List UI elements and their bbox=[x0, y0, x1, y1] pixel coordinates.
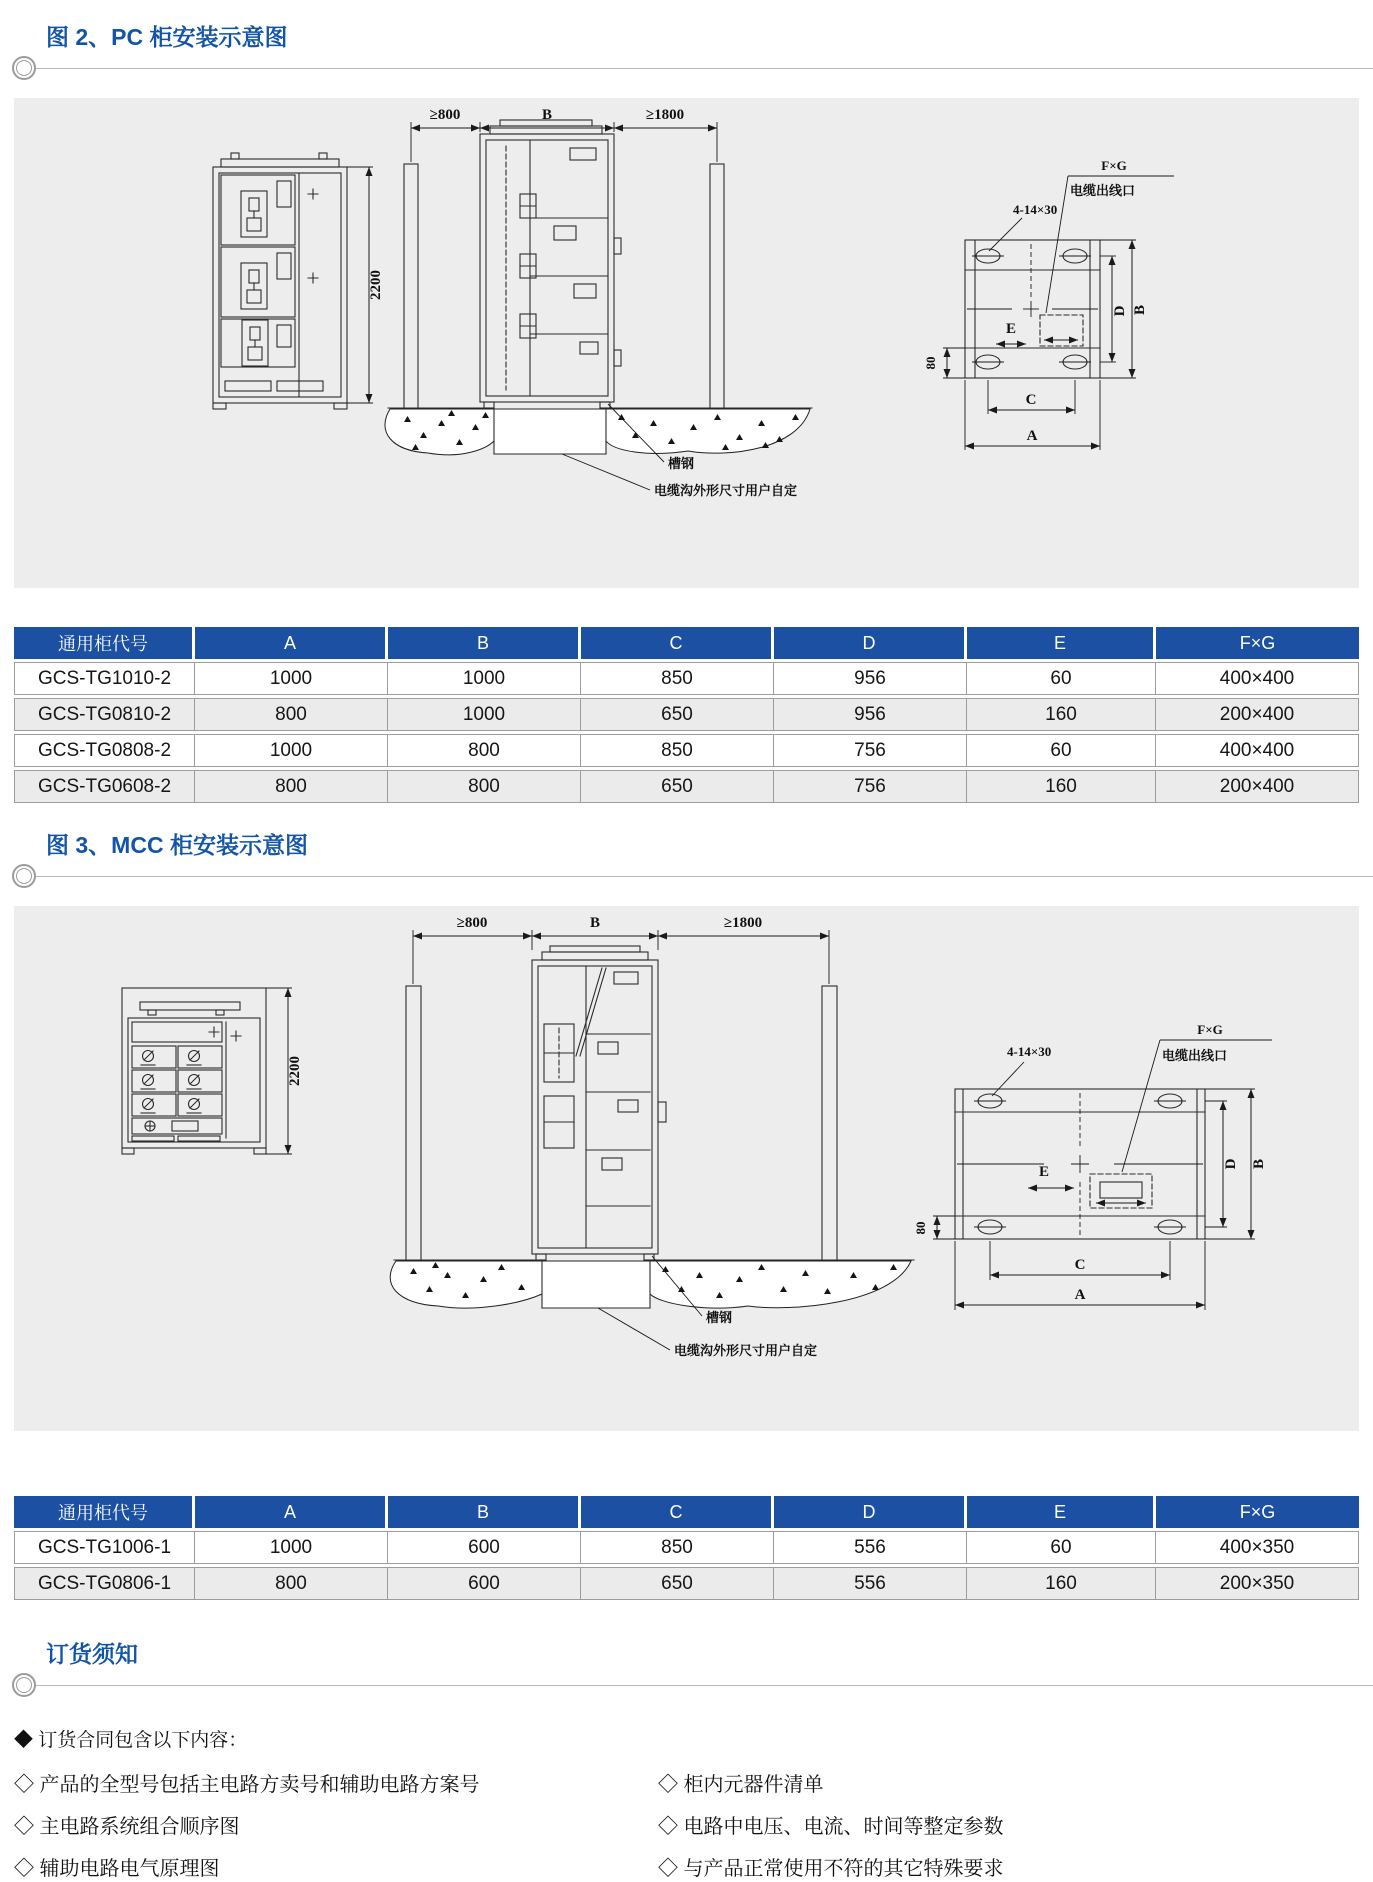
col-header-code: 通用柜代号 bbox=[14, 1496, 195, 1528]
table-cell: 160 bbox=[967, 770, 1156, 803]
table-cell: 800 bbox=[195, 698, 388, 731]
list-item: ◇ 电路中电压、电流、时间等整定参数 bbox=[658, 1816, 1004, 1838]
dim-b-label: B bbox=[1132, 304, 1148, 316]
table-cell: 60 bbox=[967, 1531, 1156, 1564]
fig3-title-rule bbox=[0, 864, 1373, 886]
cabinet-code-cell: GCS-TG0808-2 bbox=[14, 734, 195, 767]
section-ordering bbox=[0, 1639, 1373, 1695]
cable-outlet-label: 电缆出线口 bbox=[1070, 183, 1136, 198]
cabinet-code-cell: GCS-TG0810-2 bbox=[14, 698, 195, 731]
table-cell: 650 bbox=[581, 770, 774, 803]
channel-steel-label: 槽钢 bbox=[706, 1310, 733, 1325]
table-row bbox=[14, 770, 1359, 803]
fig3-drawing-panel bbox=[14, 906, 1359, 1431]
trench-note-label: 电缆沟外形尺寸用户自定 bbox=[654, 483, 798, 498]
cabinet-code-cell: GCS-TG1006-1 bbox=[14, 1531, 195, 1564]
table-cell: 650 bbox=[581, 1567, 774, 1600]
clearance-right-label: ≥1800 bbox=[645, 107, 685, 123]
table-cell: 200×400 bbox=[1156, 770, 1359, 803]
ordering-items-grid bbox=[14, 1772, 1359, 1882]
mcc-cabinet-installation-drawing bbox=[14, 906, 1359, 1431]
ordering-content bbox=[14, 1725, 1359, 1882]
table-row bbox=[14, 1567, 1359, 1600]
table-header-row bbox=[14, 1496, 1359, 1528]
ring-decoration-icon bbox=[12, 864, 36, 888]
dim-2200-label: 2200 bbox=[287, 1056, 303, 1086]
mcc-base-plan-view bbox=[913, 1022, 1272, 1310]
dim-c-label: C bbox=[1074, 1257, 1086, 1273]
section-fig2 bbox=[0, 0, 1373, 78]
wall-hatch-left bbox=[406, 986, 421, 1268]
dim-e-label: E bbox=[1005, 321, 1017, 337]
table-header-row bbox=[14, 627, 1359, 659]
fig3-title: 图 3、MCC 柜安装示意图 bbox=[46, 832, 308, 858]
table-row bbox=[14, 662, 1359, 695]
mcc-dimension-table bbox=[14, 1493, 1359, 1603]
cabinet-code-cell: GCS-TG0806-1 bbox=[14, 1567, 195, 1600]
mounting-slots-label: 4-14×30 bbox=[1013, 202, 1058, 217]
table-cell: 800 bbox=[195, 1567, 388, 1600]
col-header-code: 通用柜代号 bbox=[14, 627, 195, 659]
table-cell: 400×400 bbox=[1156, 734, 1359, 767]
pc-dimension-table bbox=[14, 624, 1359, 806]
clearance-left-label: ≥800 bbox=[456, 915, 488, 931]
section-fig3 bbox=[0, 830, 1373, 886]
table-cell: 556 bbox=[774, 1531, 967, 1564]
col-header-c: C bbox=[581, 1496, 774, 1528]
mcc-front-view bbox=[122, 988, 303, 1154]
col-header-b: B bbox=[388, 1496, 581, 1528]
fig2-drawing-panel bbox=[14, 98, 1359, 588]
dim-d-label: D bbox=[1112, 305, 1128, 317]
width-b-label: B bbox=[541, 107, 553, 123]
col-header-d: D bbox=[774, 627, 967, 659]
wall-hatch-right bbox=[822, 986, 837, 1268]
table-cell: 160 bbox=[967, 698, 1156, 731]
table-cell: 800 bbox=[388, 734, 581, 767]
wall-hatch-right bbox=[710, 164, 724, 432]
dim-c-label: C bbox=[1025, 392, 1037, 408]
col-header-fxg: F×G bbox=[1156, 1496, 1359, 1528]
list-item: ◇ 柜内元器件清单 bbox=[658, 1774, 824, 1796]
ring-decoration-icon bbox=[12, 1673, 36, 1697]
pc-side-view bbox=[385, 107, 812, 498]
table-cell: 1000 bbox=[195, 662, 388, 695]
wall-hatch-left bbox=[404, 164, 418, 432]
table-cell: 800 bbox=[195, 770, 388, 803]
table-cell: 1000 bbox=[388, 698, 581, 731]
list-item: ◇ 产品的全型号包括主电路方卖号和辅助电路方案号 bbox=[14, 1774, 480, 1796]
pc-base-plan-view bbox=[923, 158, 1174, 450]
dim-a-label: A bbox=[1026, 428, 1038, 444]
ordering-title: 订货须知 bbox=[46, 1641, 138, 1667]
ordering-intro: ◆ 订货合同包含以下内容： bbox=[14, 1730, 248, 1751]
cabinet-code-cell: GCS-TG0608-2 bbox=[14, 770, 195, 803]
col-header-c: C bbox=[581, 627, 774, 659]
clearance-left-label: ≥800 bbox=[429, 107, 461, 123]
pc-front-view bbox=[213, 153, 384, 409]
ordering-title-rule bbox=[0, 1673, 1373, 1695]
table-cell: 400×400 bbox=[1156, 662, 1359, 695]
cable-outlet-label: 电缆出线口 bbox=[1162, 1048, 1228, 1063]
table-cell: 800 bbox=[388, 770, 581, 803]
mcc-dimension-table-wrap bbox=[14, 1493, 1359, 1603]
table-cell: 200×400 bbox=[1156, 698, 1359, 731]
dim-e-label: E bbox=[1038, 1164, 1050, 1180]
fxg-label: F×G bbox=[1101, 158, 1127, 173]
fig2-title-rule bbox=[0, 56, 1373, 78]
list-item: ◇ 与产品正常使用不符的其它特殊要求 bbox=[658, 1858, 1004, 1880]
table-cell: 556 bbox=[774, 1567, 967, 1600]
table-row bbox=[14, 734, 1359, 767]
table-cell: 956 bbox=[774, 698, 967, 731]
table-cell: 1000 bbox=[195, 1531, 388, 1564]
col-header-a: A bbox=[195, 627, 388, 659]
table-cell: 650 bbox=[581, 698, 774, 731]
trench-note-label: 电缆沟外形尺寸用户自定 bbox=[674, 1343, 818, 1358]
dim-80-label: 80 bbox=[913, 1221, 928, 1235]
table-row bbox=[14, 698, 1359, 731]
clearance-right-label: ≥1800 bbox=[723, 915, 763, 931]
list-item: ◇ 主电路系统组合顺序图 bbox=[14, 1816, 240, 1838]
horizontal-rule bbox=[23, 876, 1373, 877]
table-cell: 160 bbox=[967, 1567, 1156, 1600]
horizontal-rule bbox=[23, 1685, 1373, 1686]
table-cell: 756 bbox=[774, 734, 967, 767]
fig2-title: 图 2、PC 柜安装示意图 bbox=[46, 24, 288, 50]
table-cell: 200×350 bbox=[1156, 1567, 1359, 1600]
channel-steel-label: 槽钢 bbox=[668, 456, 695, 471]
table-cell: 850 bbox=[581, 734, 774, 767]
fxg-label: F×G bbox=[1197, 1022, 1223, 1037]
table-cell: 600 bbox=[388, 1567, 581, 1600]
table-cell: 850 bbox=[581, 662, 774, 695]
table-cell: 956 bbox=[774, 662, 967, 695]
dim-a-label: A bbox=[1074, 1287, 1086, 1303]
col-header-e: E bbox=[967, 1496, 1156, 1528]
table-row bbox=[14, 1531, 1359, 1564]
mcc-side-view bbox=[390, 915, 914, 1358]
col-header-d: D bbox=[774, 1496, 967, 1528]
table-cell: 60 bbox=[967, 662, 1156, 695]
table-cell: 756 bbox=[774, 770, 967, 803]
col-header-b: B bbox=[388, 627, 581, 659]
dim-b-label: B bbox=[1251, 1158, 1267, 1170]
mounting-slots-label: 4-14×30 bbox=[1007, 1044, 1052, 1059]
pc-cabinet-installation-drawing bbox=[14, 98, 1359, 588]
horizontal-rule bbox=[23, 68, 1373, 69]
dim-d-label: D bbox=[1223, 1158, 1239, 1170]
table-cell: 400×350 bbox=[1156, 1531, 1359, 1564]
ring-decoration-icon bbox=[12, 56, 36, 80]
table-cell: 600 bbox=[388, 1531, 581, 1564]
col-header-a: A bbox=[195, 1496, 388, 1528]
dim-80-label: 80 bbox=[923, 356, 938, 370]
table-cell: 60 bbox=[967, 734, 1156, 767]
table-cell: 1000 bbox=[388, 662, 581, 695]
table-cell: 1000 bbox=[195, 734, 388, 767]
col-header-e: E bbox=[967, 627, 1156, 659]
width-b-label: B bbox=[589, 915, 601, 931]
list-item: ◇ 辅助电路电气原理图 bbox=[14, 1858, 220, 1880]
pc-dimension-table-wrap bbox=[14, 624, 1359, 806]
cabinet-code-cell: GCS-TG1010-2 bbox=[14, 662, 195, 695]
dim-2200-label: 2200 bbox=[368, 270, 384, 300]
table-cell: 850 bbox=[581, 1531, 774, 1564]
col-header-fxg: F×G bbox=[1156, 627, 1359, 659]
